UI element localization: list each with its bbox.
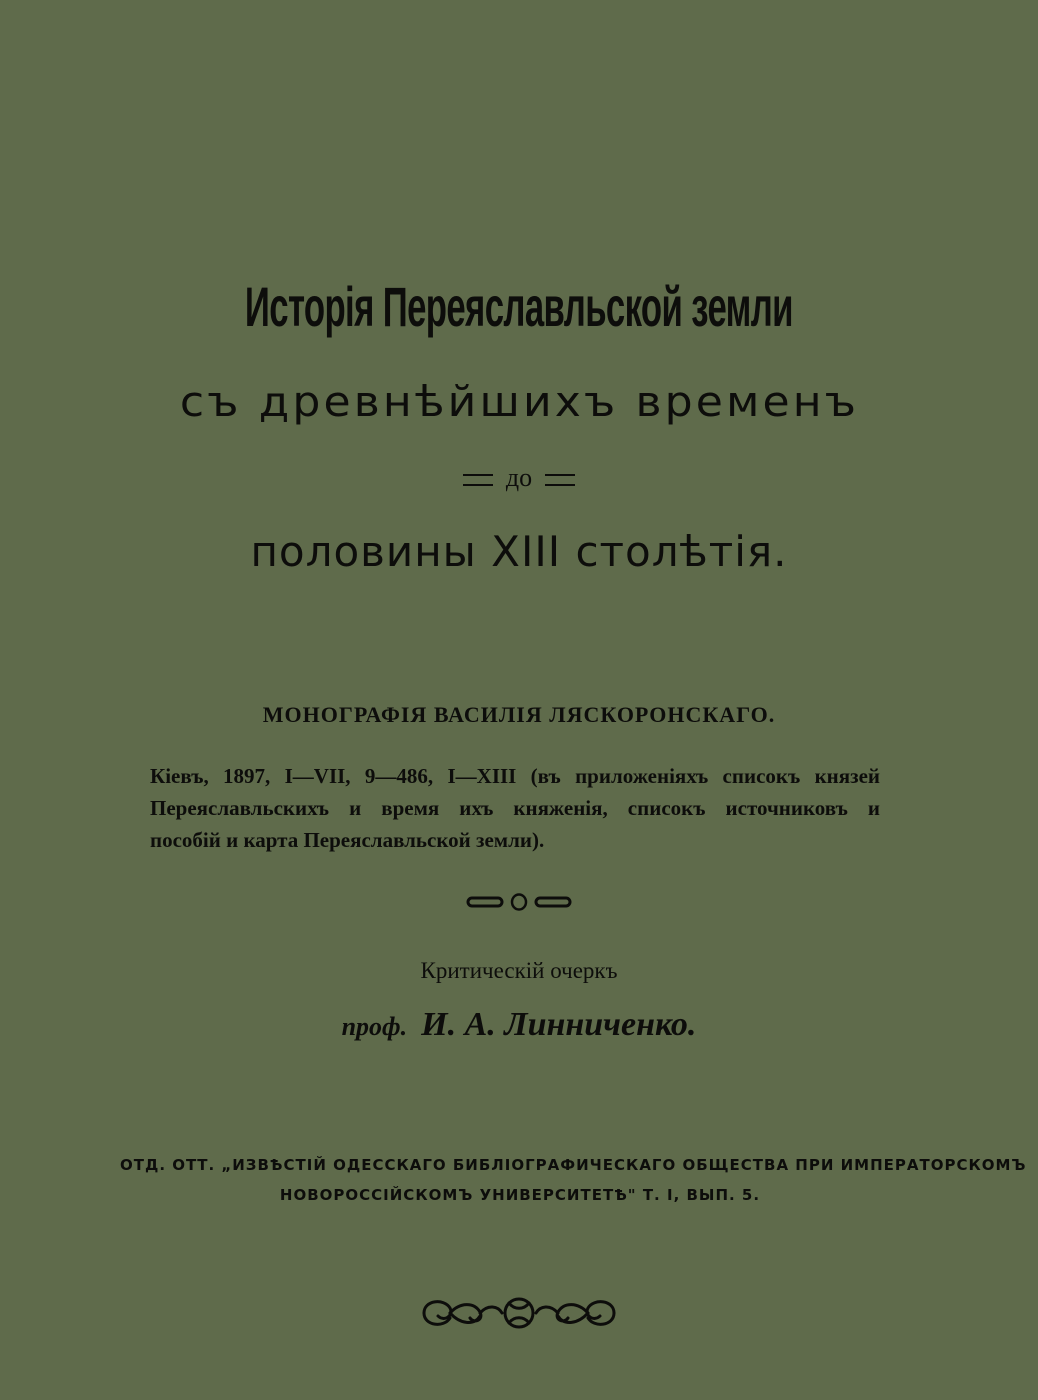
- title-line-3: [0, 522, 1038, 582]
- floral-tailpiece-ornament-icon: [414, 1288, 624, 1338]
- description-line: Переяславльскихъ и время ихъ княженія, списокъ источниковъ и: [150, 796, 880, 820]
- double-dash-left-icon: [463, 474, 493, 486]
- title-line-3-text: половины XIII столѣтія.: [250, 527, 788, 576]
- title-connector-text: до: [505, 463, 533, 492]
- critique-label: [0, 955, 1038, 987]
- bibliographic-description: [150, 760, 880, 856]
- oval-divider-ornament-icon: [466, 892, 572, 912]
- title-line-2: [0, 372, 1038, 432]
- critique-label-text: Критическій очеркъ: [420, 958, 618, 983]
- description-line: Кіевъ, 1897, I—VII, 9—486, I—XIII (въ приложеніяхъ списокъ князей: [150, 764, 880, 788]
- description-line: пособій и карта Переяславльской земли).: [150, 828, 545, 852]
- imprint-line: НОВОРОССІЙСКОМЪ УНИВЕРСИТЕТѢ" Т. I, ВЫП. 5.: [279, 1186, 761, 1204]
- title-line-1-text: Исторія Переяславльской земли: [245, 275, 793, 338]
- author-prefix: проф.: [341, 1012, 408, 1041]
- monograph-subtitle-text: МОНОГРАФІЯ ВАСИЛІЯ ЛЯСКОРОНСКАГО.: [262, 702, 776, 727]
- title-line-1: [0, 262, 1038, 352]
- author-name: И. А. Линниченко.: [421, 1006, 697, 1043]
- title-line-2-text: съ древнѣйшихъ временъ: [179, 377, 859, 426]
- title-connector: [0, 460, 1038, 496]
- double-dash-right-icon: [545, 474, 575, 486]
- monograph-subtitle: [0, 700, 1038, 730]
- author-line: [0, 1000, 1038, 1052]
- imprint-line: ОТД. ОТТ. „ИЗВѢСТІЙ ОДЕССКАГО БИБЛІОГРАФИЧЕСКАГО ОБЩЕСТВА ПРИ ИМПЕРАТОРСКОМЪ: [120, 1156, 1027, 1174]
